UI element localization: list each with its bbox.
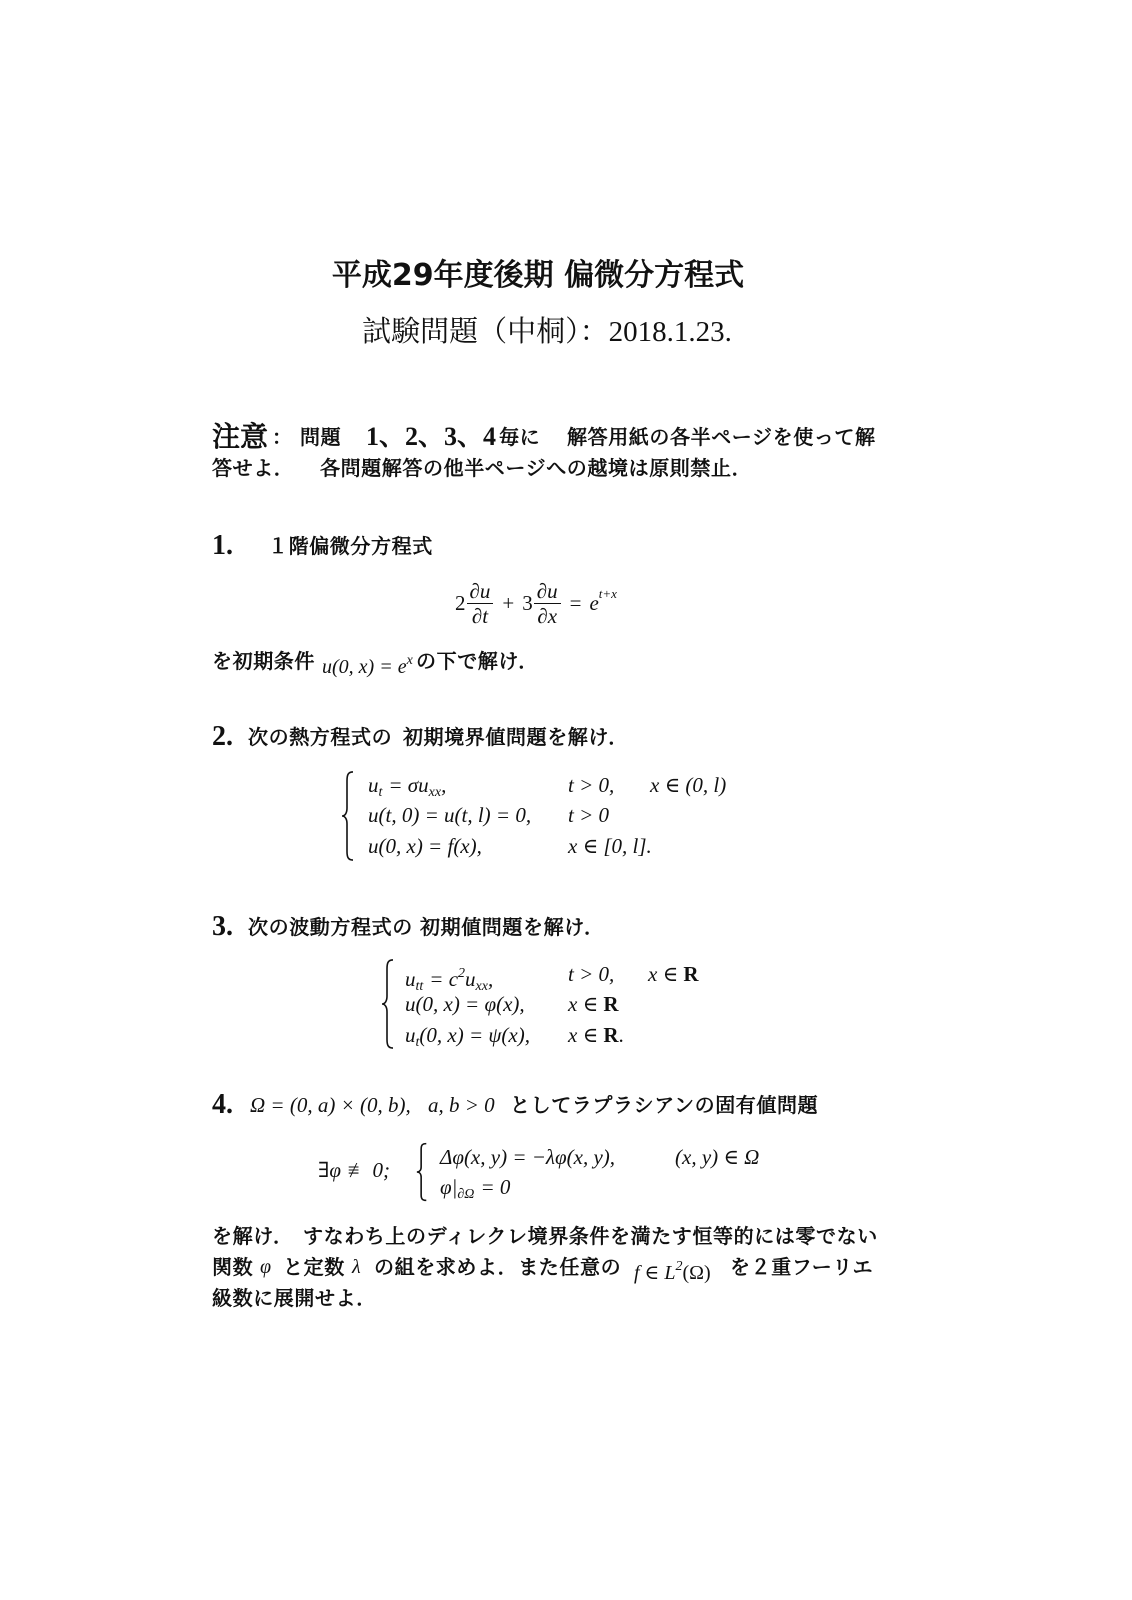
notice-line2-rest: 各問題解答の他半ページへの越境は原則禁止．	[320, 456, 753, 480]
laplacian-equation-row	[0, 1142, 1132, 1172]
problem-1-title: １階偏微分方程式	[268, 534, 433, 558]
problem-2-heading	[0, 721, 1132, 753]
notice-colon: ：	[272, 425, 293, 449]
notice-label: 注意	[212, 420, 269, 453]
space-condition: x ∈ (0, l)	[650, 773, 727, 797]
problem-3-number: 3.	[212, 911, 233, 942]
initial-displacement: u(0, x) = φ(x),	[405, 992, 525, 1016]
text-segment: すなわち上のディレクレ境界条件を満たす恒等的には零でない	[303, 1224, 878, 1248]
problem-3-title-a: 次の波動方程式の	[248, 915, 413, 939]
text-segment: を解け．	[212, 1224, 294, 1248]
exponential-base: e	[589, 590, 599, 615]
space-condition	[648, 959, 699, 989]
problem-4-heading	[0, 1089, 1132, 1121]
fraction-numerator: ∂u	[467, 579, 494, 604]
initial-condition-exponent: x	[406, 653, 413, 668]
wave-equation-row	[0, 959, 1132, 994]
math-expr: = c	[429, 967, 459, 991]
exponent: t+x	[598, 586, 617, 601]
math-var: u	[465, 967, 476, 991]
condition-prefix: を初期条件	[212, 649, 315, 673]
math-superscript: 2	[675, 1259, 683, 1274]
space-condition: x ∈ [0, l].	[568, 834, 652, 858]
condition-suffix: の下で解け．	[416, 649, 539, 673]
problem-1-number: 1.	[212, 530, 233, 561]
real-numbers-symbol: R	[603, 992, 619, 1016]
notice-problems-word: 問題	[300, 425, 342, 449]
text-segment: の組を求めよ．また任意の	[374, 1255, 622, 1279]
math-superscript: 2	[458, 966, 466, 981]
laplacian-equation: Δφ(x, y) = −λφ(x, y),	[440, 1145, 616, 1169]
math-expr: f ∈ L	[634, 1262, 676, 1284]
math-subscript: tt	[415, 979, 424, 994]
math-subscript: ∂Ω	[457, 1187, 475, 1202]
problem-4-title: としてラプラシアンの固有値問題	[510, 1093, 819, 1117]
math-expr: = σu	[388, 773, 429, 797]
coefficient-2: 2	[455, 590, 466, 615]
time-condition: t > 0,	[568, 773, 615, 797]
real-numbers-symbol: R	[683, 962, 699, 986]
boundary-condition: u(t, 0) = u(t, l) = 0,	[368, 803, 532, 827]
math-var: u	[405, 1023, 416, 1047]
notice-problem-numbers: 1、2、3、4	[366, 422, 497, 451]
time-condition: t > 0,	[568, 962, 615, 986]
dirichlet-condition	[440, 1172, 510, 1210]
problem-2-number: 2.	[212, 721, 233, 752]
math-subscript: t	[415, 1035, 420, 1050]
math-period: .	[618, 1023, 624, 1047]
fraction-du-dx	[534, 579, 561, 628]
math-expr: = 0	[480, 1175, 511, 1199]
text-segment: を２重フーリエ	[730, 1255, 874, 1279]
space-condition	[568, 1020, 624, 1050]
initial-condition-row	[0, 831, 1132, 861]
math-expr: x ∈	[568, 1023, 599, 1047]
time-condition: t > 0	[568, 803, 610, 827]
math-expr: (Ω)	[682, 1262, 711, 1284]
equals-sign: =	[569, 590, 582, 615]
existence-statement: ∃φ ≢ 0;	[318, 1158, 391, 1182]
notice-line-2	[0, 452, 1132, 484]
math-expr: φ|	[440, 1175, 458, 1199]
initial-condition: u(0, x) = f(x),	[368, 834, 482, 858]
text-segment: 級数に展開せよ．	[212, 1286, 377, 1310]
math-expr: (0, x) = ψ(x),	[419, 1023, 530, 1047]
domain-definition: Ω = (0, a) × (0, b),	[250, 1093, 411, 1117]
initial-velocity	[405, 1020, 530, 1058]
dirichlet-condition-row	[0, 1172, 1132, 1202]
problem-1-equation	[455, 577, 617, 629]
text-segment: と定数	[283, 1255, 345, 1279]
notice-line2-start: 答せよ．	[212, 456, 295, 480]
problem-4-number: 4.	[212, 1089, 233, 1120]
math-subscript: xx	[475, 979, 488, 994]
problem-1-condition	[0, 645, 1132, 677]
initial-velocity-row	[0, 1020, 1132, 1050]
fraction-du-dt	[467, 579, 494, 628]
math-phi: φ	[260, 1256, 272, 1278]
page-subtitle: 試験問題（中桐）：2018.1.23.	[362, 316, 732, 348]
problem-4-text-line-2	[0, 1251, 1132, 1283]
problem-1-heading	[0, 530, 1132, 562]
fraction-denominator: ∂x	[537, 603, 558, 628]
problem-2-title-b: 初期境界値問題を解け．	[403, 725, 629, 749]
math-subscript: xx	[428, 785, 442, 800]
math-comma: ,	[441, 773, 447, 797]
boundary-condition-row	[0, 800, 1132, 830]
notice-each: 毎に	[499, 425, 541, 449]
initial-condition-expr: u(0, x) = e	[322, 656, 407, 678]
plus-sign: +	[502, 590, 515, 615]
math-subscript: t	[378, 785, 383, 800]
text-segment: 関数	[212, 1255, 254, 1279]
page-title: 平成29年度後期 偏微分方程式	[331, 258, 745, 293]
domain-condition: (x, y) ∈ Ω	[675, 1145, 760, 1169]
domain-parameters: a, b > 0	[428, 1093, 495, 1117]
math-expr: x ∈	[648, 962, 679, 986]
math-expr: x ∈	[568, 992, 599, 1016]
math-comma: ,	[487, 967, 494, 991]
heat-equation-row	[0, 770, 1132, 800]
math-var: u	[405, 967, 416, 991]
math-var: u	[368, 773, 379, 797]
fraction-numerator: ∂u	[534, 579, 561, 604]
initial-condition-math	[322, 645, 413, 683]
real-numbers-symbol: R	[603, 1023, 619, 1047]
problem-2-title-a: 次の熱方程式の	[248, 725, 393, 749]
coefficient-3: 3	[522, 590, 533, 615]
problem-3-title-b: 初期値問題を解け．	[420, 915, 605, 939]
notice-line-1	[0, 421, 1132, 453]
fraction-denominator: ∂t	[471, 603, 489, 628]
initial-displacement-row	[0, 989, 1132, 1019]
notice-line1-rest: 解答用紙の各半ページを使って解	[567, 425, 876, 449]
problem-4-text-line-1	[0, 1220, 1132, 1252]
problem-4-text-line-3	[0, 1282, 1132, 1314]
math-lambda: λ	[352, 1256, 361, 1278]
problem-3-heading	[0, 911, 1132, 943]
space-condition	[568, 989, 619, 1019]
